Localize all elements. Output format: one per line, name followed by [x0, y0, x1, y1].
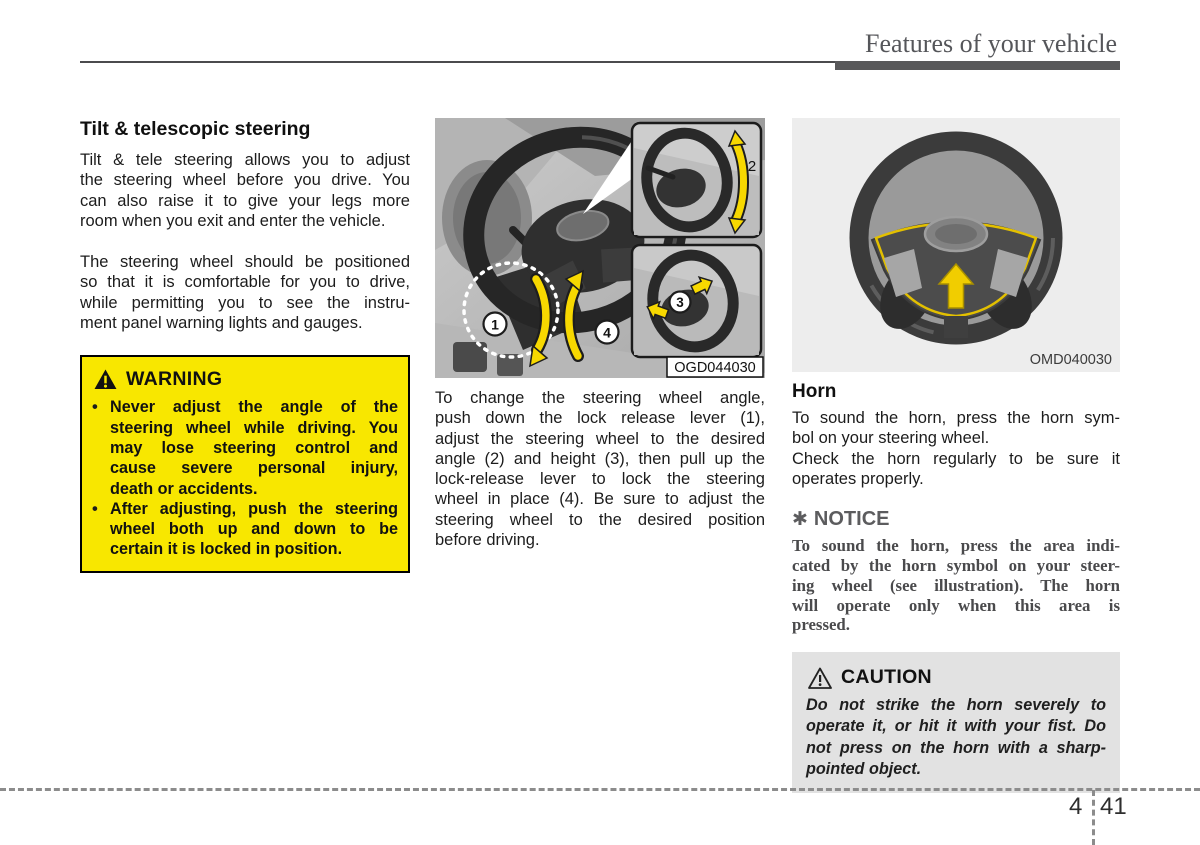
horn-figure: [792, 118, 1120, 372]
notice-paragraph: To sound the horn, press the area indi- cated by the horn symbol on your steer- ing wheel (see illustration). The horn will operate only when this area is pressed.: [792, 536, 1120, 635]
caution-paragraph: Do not strike the horn severely to operate it, or hit it with your fist. Do not press on the horn with a sharp- pointed object.: [806, 696, 1106, 779]
tilt-adjust-paragraph: To change the steering wheel angle, push down the lock release lever (1), adjust the steering wheel to the desired angle (2) and height (3), then pull up the lock-release lever to lock the steering wheel in place (4). Be sure to adjust the steering wheel to the desired position before driving.: [435, 389, 765, 550]
right-column: [792, 118, 1120, 793]
warning-title: WARNING: [126, 368, 223, 391]
figure-label-omd040030: OMD040030: [1029, 352, 1112, 368]
caution-title-row: [808, 666, 1106, 689]
footer-chapter-number: 4: [1069, 793, 1083, 820]
callout-2: 2: [747, 158, 757, 175]
horn-illustration: [792, 118, 1120, 372]
figure-label-ogd044030: OGD044030: [674, 360, 756, 376]
bullet-dot: •: [92, 398, 98, 417]
notice-asterisk-icon: ✱: [792, 508, 808, 531]
left-column: [80, 118, 410, 573]
callout-4: 4: [603, 324, 611, 341]
middle-column: [435, 118, 765, 550]
warning-bullet-1-text: Never adjust the angle of the steering wheel while driving. You may lose steering control and cause severe personal injury, death or accidents.: [110, 398, 398, 498]
warning-box: [80, 355, 410, 572]
warning-bullet-1: [92, 397, 398, 498]
tilt-paragraph-1: Tilt & tele steering allows you to adjust the steering wheel before you drive. You can also raise it to give your legs more room when you exit and enter the vehicle.: [80, 151, 410, 230]
caution-box: [792, 652, 1120, 793]
warning-bullet-2-text: After adjusting, push the steering wheel both up and down to be certain it is locked in position.: [110, 499, 398, 559]
callout-1: 1: [491, 316, 499, 333]
footer-dashed-rule: [0, 788, 1200, 791]
inset-angle-adjust: [632, 123, 761, 237]
page-title: Features of your vehicle: [865, 29, 1117, 58]
caution-triangle-icon: [808, 667, 832, 689]
warning-triangle-icon: [94, 369, 117, 390]
callout-3: 3: [676, 295, 684, 310]
tilt-steering-illustration: [435, 118, 765, 378]
notice-title: NOTICE: [813, 508, 890, 531]
tilt-paragraph-2: The steering wheel should be positioned so that it is comfortable for you to drive, while permitting you to see the instru- ment panel warning lights and gauges.: [80, 253, 410, 333]
notice-heading: [792, 508, 1120, 531]
warning-title-row: [94, 368, 398, 391]
warning-bullet-2: [92, 499, 398, 560]
inset-height-adjust: [632, 245, 761, 357]
section-heading-tilt-telescopic: Tilt & telescopic steering: [80, 118, 311, 140]
horn-paragraph-2: Check the horn regularly to be sure it operates properly.: [792, 449, 1120, 488]
horn-heading: Horn: [792, 381, 837, 402]
footer-vertical-dash: [1092, 790, 1095, 845]
tilt-steering-figure: [435, 118, 765, 378]
header-accent-bar: [835, 61, 1120, 70]
horn-paragraph-1: To sound the horn, press the horn sym- bol on your steering wheel.: [792, 409, 1120, 448]
footer-page-number: 41: [1100, 793, 1127, 820]
bullet-dot: •: [92, 499, 98, 518]
caution-title: CAUTION: [841, 666, 932, 689]
